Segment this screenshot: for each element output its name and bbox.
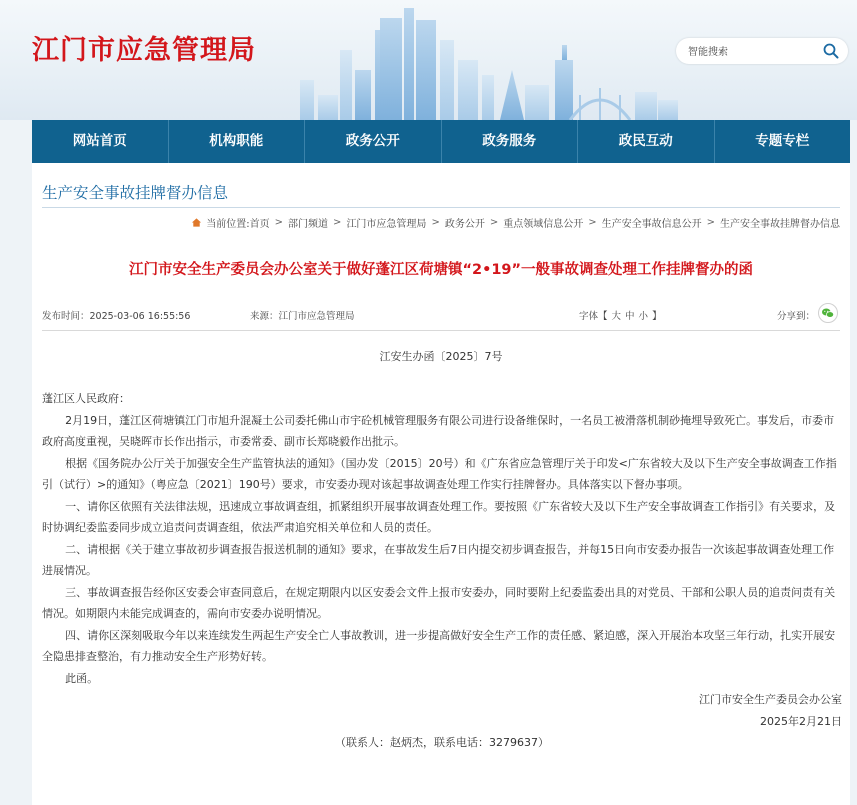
article-meta (42, 306, 840, 322)
salutation: 蓬江区人民政府： (42, 392, 130, 405)
publish-time: 发布时间：2025-03-06 16:55:56 (42, 311, 191, 322)
search-box (676, 38, 848, 64)
nav-item-interaction[interactable]: 政民互动 (578, 120, 715, 163)
article-body (42, 388, 842, 754)
section-divider (42, 207, 840, 208)
breadcrumb-separator: > (588, 217, 597, 228)
article-paragraph: 一、请你区依照有关法律法规，迅速成立事故调查组，抓紧组织开展事故调查处理工作。要按照《广东省较大及以下生产安全事故调查工作指引》有关要求，及时协调纪委监委同步成立追责问责调查组，依法严肃追究相关单位和人员的责任。 (42, 499, 836, 534)
breadcrumb-item-bureau[interactable]: 江门市应急管理局 (346, 219, 427, 230)
search-icon[interactable] (822, 42, 840, 60)
signature: 江门市安全生产委员会办公室 (699, 693, 842, 706)
nav-item-government-affairs[interactable]: 政务公开 (305, 120, 442, 163)
nav-item-special-topics[interactable]: 专题专栏 (755, 133, 810, 149)
article-paragraph: 三、事故调查报告经你区安委会审查同意后，在规定期限内以区安委会文件上报市安委办，同时要附上纪委监委出具的对党员、干部和公职人员的追责问责有关情况。如期限内未能完成调查的，需向市安委办说明情况。 (42, 585, 836, 620)
contact-info: （联系人：赵炳杰，联系电话：3279637） (335, 736, 549, 749)
breadcrumb-prefix: 当前位置: (206, 219, 250, 230)
nav-item-home[interactable]: 网站首页 (32, 120, 169, 163)
site-header (0, 0, 857, 120)
meta-divider (42, 330, 840, 331)
article-paragraph: 四、请你区深刻吸取今年以来连续发生两起生产安全亡人事故教训，进一步提高做好安全生产工作的责任感、紧迫感，深入开展治本攻坚三年行动，扎实开展安全隐患排查整治，有力推动安全生产形势好转。 (42, 628, 836, 663)
article-paragraph: 根据《国务院办公厅关于加强安全生产监管执法的通知》（国办发〔2015〕20号）和《广东省应急管理厅关于印发<广东省较大及以下生产安全事故调查工作指引（试行）>的通知》（粤应急〔2021〕190号）要求，市安委办现对该起事故调查处理工作实行挂牌督办。具体落实以下督办事项。 (42, 456, 837, 491)
font-size-small-button[interactable]: 小 (638, 311, 649, 322)
font-size-bracket: 】 (652, 311, 662, 322)
search-input[interactable] (686, 42, 820, 62)
nav-item-organization[interactable]: 机构职能 (169, 120, 306, 163)
font-size-large-button[interactable]: 大 (611, 311, 622, 322)
breadcrumb-item-gov-affairs[interactable]: 政务公开 (444, 219, 485, 230)
wechat-share-icon[interactable] (818, 303, 838, 323)
section-title: 生产安全事故挂牌督办信息 (42, 184, 229, 202)
breadcrumb (191, 215, 840, 230)
breadcrumb-separator: > (333, 217, 342, 228)
home-icon (191, 217, 202, 228)
article-paragraph: 二、请根据《关于建立事故初步调查报告报送机制的通知》要求，在事故发生后7日内提交初步调查报告，并每15日向市安委办报告一次该起事故调查处理工作进展情况。 (42, 542, 835, 577)
breadcrumb-separator: > (274, 217, 284, 228)
breadcrumb-item-home[interactable]: 首页 (249, 219, 270, 230)
main-navigation (32, 120, 850, 163)
site-title[interactable]: 江门市应急管理局 (32, 35, 256, 66)
city-skyline-image (300, 0, 680, 120)
document-number: 江安生办函〔2025〕7号 (379, 350, 503, 363)
breadcrumb-item-key-areas[interactable]: 重点领域信息公开 (503, 219, 584, 230)
breadcrumb-separator: > (489, 217, 499, 228)
article-closing: 此函。 (65, 671, 99, 685)
font-size-label: 字体【 (579, 311, 608, 322)
font-size-control (577, 308, 664, 322)
content-panel (32, 163, 850, 805)
font-size-medium-button[interactable]: 中 (625, 311, 635, 322)
breadcrumb-separator: > (706, 217, 715, 228)
breadcrumb-item-accident-info[interactable]: 生产安全事故信息公开 (601, 219, 702, 230)
article-title: 江门市安全生产委员会办公室关于做好蓬江区荷塘镇“2•19”一般事故调查处理工作挂牌督办的函 (128, 262, 754, 278)
share-label: 分享到： (777, 311, 816, 322)
breadcrumb-item-supervision[interactable]: 生产安全事故挂牌督办信息 (720, 219, 840, 230)
breadcrumb-separator: > (431, 217, 440, 228)
nav-item-services[interactable]: 政务服务 (442, 120, 579, 163)
signature-date: 2025年2月21日 (760, 714, 842, 728)
article-paragraph: 2月19日，蓬江区荷塘镇江门市旭升混凝土公司委托佛山市宇砼机械管理服务有限公司进行设备维保时，一名员工被滑落机制砂掩埋导致死亡。事发后，市委市政府高度重视，吴晓晖市长作出指示，市委常委、副市长郑晓毅作出批示。 (42, 413, 835, 448)
article-source: 来源：江门市应急管理局 (250, 311, 355, 322)
breadcrumb-item-department[interactable]: 部门频道 (288, 219, 329, 230)
